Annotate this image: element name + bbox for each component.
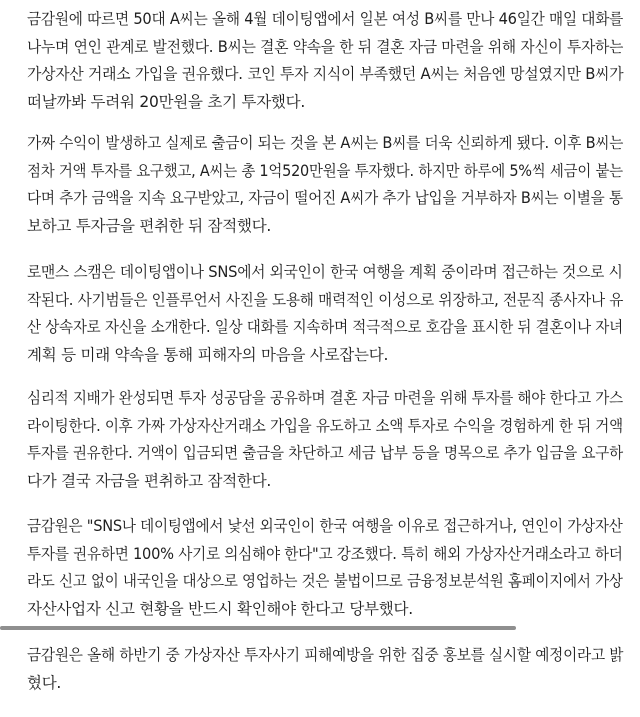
paragraph-1 xyxy=(27,6,627,116)
text-line: 나누며 연인 관계로 발전했다. B씨는 결혼 약속을 한 뒤 결혼 자금 마련을 위해 자신이 투자하는 xyxy=(27,37,624,56)
paragraph-5 xyxy=(27,513,627,623)
text-line: 계획 등 미래 약속을 통해 피해자의 마음을 사로잡는다. xyxy=(27,345,389,364)
text-line: 투자를 권유한다. 거액이 입금되면 출금을 차단하고 세금 납부 등을 명목으로 추가 입금을 요구하 xyxy=(27,444,623,462)
text-line: 라이팅한다. 이후 가짜 가상자산거래소 가입을 유도하고 소액 투자로 수익을 경험하게 한 뒤 거액 xyxy=(27,416,623,435)
text-line: 금감원은 "SNS나 데이팅앱에서 낯선 외국인이 한국 여행을 이유로 접근하거나, 연인이 가상자산 xyxy=(27,517,623,535)
text-line: 보하고 투자금을 편취한 뒤 잠적했다. xyxy=(27,216,272,235)
text-line: 심리적 지배가 완성되면 투자 성공담을 공유하며 결혼 자금 마련을 위해 투자를 해야 한다고 가스 xyxy=(27,389,623,407)
text-line: 작된다. 사기범들은 인플루언서 사진을 도용해 매력적인 이성으로 위장하고, 전문직 종사자나 유 xyxy=(27,290,624,309)
text-line: 투자를 권유하면 100% 사기로 의심해야 한다"고 강조했다. 특히 해외 가상자산거래소라고 하더 xyxy=(27,544,623,563)
text-line: 다가 결국 자금을 편취하고 잠적한다. xyxy=(27,471,272,490)
text-line: 다며 추가 금액을 지속 요구받았고, 자금이 떨어진 A씨가 추가 납입을 거부하자 B씨는 이별을 통 xyxy=(27,189,623,207)
text-line: 로맨스 스캠은 데이팅앱이나 SNS에서 외국인이 한국 여행을 계획 중이라며 접근하는 것으로 시 xyxy=(27,263,623,281)
scrollbar[interactable] xyxy=(0,626,516,630)
text-line: 떠날까봐 두려워 20만원을 초기 투자했다. xyxy=(27,92,306,111)
text-line: 금감원은 올해 하반기 중 가상자산 투자사기 피해예방을 위한 집중 홍보를 실시할 예정이라고 밝 xyxy=(27,646,624,664)
text-line: 혔다. xyxy=(27,673,62,692)
paragraph-3 xyxy=(27,259,627,369)
paragraph-4 xyxy=(27,385,627,495)
text-line: 산 상속자로 자신을 소개한다. 일상 대화를 지속하며 적극적으로 호감을 표시한 뒤 결혼이나 자녀 xyxy=(27,318,623,336)
text-line: 가상자산 거래소 가입을 권유했다. 코인 투자 지식이 부족했던 A씨는 처음엔 망설였지만 B씨가 xyxy=(27,65,624,83)
text-line: 점차 거액 투자를 요구했고, A씨는 총 1억520만원을 투자했다. 하지만 하루에 5%씩 세금이 붙는 xyxy=(27,161,623,180)
text-line: 자산사업자 신고 현황을 반드시 확인해야 한다고 당부했다. xyxy=(27,599,413,618)
text-line: 금감원에 따르면 50대 A씨는 올해 4월 데이팅앱에서 일본 여성 B씨를 만나 46일간 매일 대화를 xyxy=(27,10,624,28)
paragraph-2 xyxy=(27,130,627,240)
text-line: 가짜 수익이 발생하고 실제로 출금이 되는 것을 본 A씨는 B씨를 더욱 신뢰하게 됐다. 이후 B씨는 xyxy=(27,134,624,152)
text-line: 라도 신고 없이 내국인을 대상으로 영업하는 것은 불법이므로 금융정보분석원 홈페이지에서 가상 xyxy=(27,572,623,590)
paragraph-6 xyxy=(27,642,627,697)
